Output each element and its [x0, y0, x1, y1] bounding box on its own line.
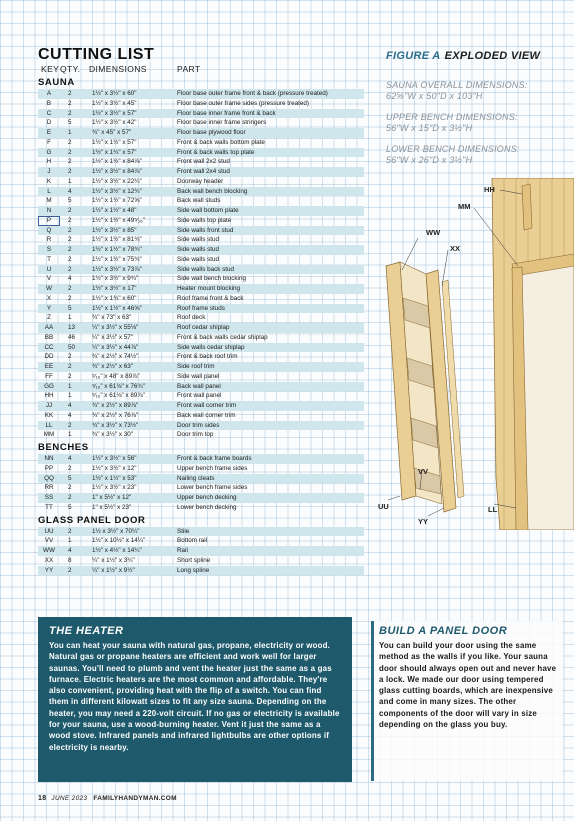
- dimension-lower-bench: [386, 144, 566, 166]
- header-key: KEY: [41, 64, 60, 74]
- dimension-value: 56"W x 15"D x 3½"H: [386, 123, 473, 133]
- cell-dimensions: 1½" x 3½" x 12": [92, 464, 137, 472]
- cell-qty: 2: [68, 168, 72, 175]
- table-row: [38, 294, 364, 304]
- dimension-label: SAUNA OVERALL DIMENSIONS:: [386, 80, 528, 90]
- table-row: [38, 503, 364, 513]
- dimension-label: LOWER BENCH DIMENSIONS:: [386, 144, 520, 154]
- cell-dimensions: 1½" x 1½" x 81¾": [92, 236, 142, 244]
- cell-part: Lower bench decking: [177, 503, 237, 511]
- section-rows: [38, 527, 364, 576]
- cell-key: XX: [44, 556, 54, 564]
- cell-dimensions: 1½" x 1½" x 72⅝": [92, 197, 142, 205]
- cell-key: WW: [43, 547, 55, 554]
- dimension-label: UPPER BENCH DIMENSIONS:: [386, 112, 518, 122]
- cell-part: Stile: [177, 527, 190, 535]
- cell-key: P: [38, 216, 60, 226]
- cell-dimensions: 1½" x 1½" x 75¾": [92, 255, 142, 263]
- table-row: [38, 167, 364, 177]
- cell-part: Side walls front stud: [177, 226, 234, 234]
- cell-qty: 5: [68, 119, 72, 127]
- cell-key: Z: [47, 314, 51, 322]
- cell-dimensions: ¾" x 3½" x 30": [92, 431, 134, 439]
- cell-part: Front & back walls cedar shiplap: [177, 333, 268, 341]
- cell-dimensions: 1½" x 3½" x 12¾": [92, 187, 142, 195]
- table-row: [38, 99, 364, 109]
- cutting-list-sections: [38, 76, 364, 575]
- cell-dimensions: 1½" x 4½" x 14¼": [92, 547, 142, 554]
- cell-dimensions: 1" x 5½" x 23": [92, 503, 132, 511]
- cell-dimensions: ¾" x 73" x 63": [92, 314, 132, 322]
- table-row: [38, 382, 364, 392]
- cell-part: Back wall bench blocking: [177, 187, 248, 195]
- cell-qty: 2: [68, 494, 72, 501]
- cell-part: Floor base outer frame front & back (pressure treated): [177, 90, 328, 97]
- cell-part: Roof frame studs: [177, 304, 225, 312]
- table-row: [38, 313, 364, 323]
- table-row: [38, 391, 364, 401]
- header-dimensions: DIMENSIONS: [89, 64, 147, 74]
- table-row: [38, 323, 364, 333]
- cell-key: UU: [44, 527, 54, 535]
- dimension-value: 62⅝"W x 50"D x 103"H: [386, 91, 483, 101]
- cell-key: PP: [44, 464, 54, 472]
- cell-qty: 8: [68, 556, 72, 564]
- cell-part: Front wall 2x2 stud: [177, 158, 230, 166]
- cell-dimensions: 1½" x 3½" x 42": [92, 119, 137, 127]
- table-row: [38, 284, 364, 294]
- figure-tag: FIGURE A: [386, 50, 441, 62]
- cell-key: G: [46, 148, 52, 156]
- callout-vv: VV: [418, 467, 429, 476]
- cell-key: Y: [46, 304, 52, 312]
- table-row: [38, 333, 364, 343]
- cell-part: Short spline: [177, 556, 211, 564]
- cell-qty: 2: [68, 566, 72, 574]
- cell-qty: 1: [68, 431, 72, 439]
- cell-dimensions: 1" x 5½" x 12": [92, 494, 132, 501]
- cell-qty: 1: [68, 537, 72, 545]
- cell-part: Floor base plywood floor: [177, 129, 246, 136]
- cell-key: NN: [44, 455, 54, 462]
- cell-qty: 1: [68, 382, 72, 390]
- page-number: 18: [38, 795, 47, 802]
- cell-key: C: [46, 109, 52, 117]
- table-row: [38, 138, 364, 148]
- cell-key: SS: [44, 494, 54, 501]
- cell-dimensions: 1½" x 1½" x 46⅝": [92, 304, 142, 312]
- exploded-view-svg: [370, 178, 574, 530]
- cell-part: Floor base inner frame front & back: [177, 109, 276, 117]
- site-name: FAMILYHANDYMAN.COM: [93, 795, 177, 802]
- cell-qty: 2: [68, 246, 72, 253]
- cell-key: VV: [44, 537, 54, 545]
- cell-key: B: [46, 99, 52, 107]
- cell-part: Back wall corner trim: [177, 411, 236, 419]
- section-title: SAUNA: [38, 77, 75, 88]
- table-row: [38, 401, 364, 411]
- cell-key: V: [46, 275, 52, 283]
- cell-dimensions: 1½" x 1½" x 49⁵⁄₁₆": [92, 216, 145, 224]
- cell-part: Side walls stud: [177, 246, 219, 253]
- cell-key: N: [46, 207, 52, 214]
- table-row: [38, 196, 364, 206]
- cell-part: Long spline: [177, 566, 210, 574]
- cell-key: X: [46, 294, 52, 302]
- cell-qty: 2: [68, 265, 72, 273]
- cell-qty: 2: [68, 207, 72, 214]
- heater-sidebar: [38, 617, 352, 782]
- cell-qty: 2: [68, 138, 72, 146]
- door-body: You can build your door using the same method as the walls if you like. Your sauna door should always open out and never have a lock. We made our door using tempered glass cutting boards, which are inexpensive and come in many sizes. The other components of the door will vary in size depending on the glass you buy.: [379, 641, 557, 730]
- cell-key: F: [47, 138, 51, 146]
- cell-key: Q: [46, 226, 52, 234]
- cell-part: Side wall bottom plate: [177, 207, 239, 214]
- table-row: [38, 187, 364, 197]
- table-row: [38, 352, 364, 362]
- cell-qty: 4: [68, 411, 72, 419]
- cell-qty: 2: [68, 90, 72, 97]
- cell-key: W: [46, 285, 52, 292]
- cell-key: LL: [45, 421, 53, 429]
- cell-part: Side roof trim: [177, 363, 215, 370]
- cell-part: Side walls cedar shiplap: [177, 343, 245, 351]
- cell-part: Front & back walls top plate: [177, 148, 255, 156]
- cell-qty: 50: [68, 343, 76, 351]
- cell-key: DD: [44, 353, 54, 361]
- cell-dimensions: ¼" x 3½" x 44⅞": [92, 343, 139, 351]
- cell-part: Floor base inner frame stringers: [177, 119, 267, 127]
- cell-dimensions: ¾" x 2½" x 63": [92, 363, 134, 370]
- cell-dimensions: 1½" x 3½" x 56": [92, 455, 137, 462]
- cell-dimensions: ¼" x 1½" x 3¼": [92, 556, 135, 564]
- cell-part: Roof frame front & back: [177, 294, 244, 302]
- cell-dimensions: ¼" x 1½" x 9½": [92, 566, 135, 574]
- callout-ww: WW: [426, 228, 441, 237]
- table-row: [38, 464, 364, 474]
- cell-key: U: [46, 265, 52, 273]
- cell-key: KK: [44, 411, 54, 419]
- table-row: [38, 206, 364, 216]
- cell-key: H: [46, 158, 52, 166]
- cell-part: Roof deck: [177, 314, 206, 322]
- cell-qty: 2: [68, 148, 72, 156]
- cell-part: Side walls stud: [177, 236, 219, 244]
- table-row: [38, 89, 364, 99]
- cell-key: S: [46, 246, 52, 253]
- heater-body: You can heat your sauna with natural gas, propane, electricity or wood. Natural gas or propane heaters are efficient and work well for larger saunas. You'll need to plumb and vent the heater just the same as a gas furnace. Electric heaters are the most common and affordable. They're also convenient, providing heat with the flip of a switch. You can find them in different kilowatt sizes to fit any size sauna. Depending on the heater, you may need a 220-volt circuit. If no gas or electricity is available for your sauna, use a wood-burning heater. Vent it just the same as a wood stove. Infrared panels and infrared lightbulbs are other options if electricity is nearby.: [49, 641, 340, 752]
- cell-part: Door trim top: [177, 431, 214, 439]
- cutting-list-header: [38, 64, 364, 75]
- cell-qty: 2: [68, 158, 72, 166]
- issue-date: JUNE 2023: [51, 795, 88, 802]
- table-row: [38, 274, 364, 284]
- cell-dimensions: ¾" x 2½" x 89⅞": [92, 402, 139, 409]
- cell-key: EE: [44, 363, 54, 370]
- cell-part: Front wall panel: [177, 392, 222, 400]
- cell-dimensions: ¾" x 2½" x 74½": [92, 353, 139, 361]
- cell-qty: 5: [68, 304, 72, 312]
- section-title: GLASS PANEL DOOR: [38, 514, 146, 526]
- table-row: [38, 430, 364, 440]
- table-row: [38, 343, 364, 353]
- cell-qty: 1: [68, 314, 72, 322]
- header-piece: [522, 184, 532, 230]
- cell-key: QQ: [44, 474, 54, 482]
- cell-key: TT: [45, 503, 53, 511]
- cell-qty: 1: [68, 177, 72, 185]
- cell-key: L: [47, 187, 51, 195]
- callout-mm: MM: [458, 202, 471, 211]
- cell-part: Side walls stud: [177, 255, 219, 263]
- figure-name: EXPLODED VIEW: [444, 50, 541, 62]
- cell-dimensions: ¾" x 2½" x 76⅞": [92, 411, 139, 419]
- cell-qty: 4: [68, 187, 72, 195]
- table-row: [38, 474, 364, 484]
- table-row: [38, 411, 364, 421]
- cell-dimensions: 1½" x 3½" x 17": [92, 285, 137, 292]
- cell-key: GG: [44, 382, 54, 390]
- table-row: [38, 235, 364, 245]
- table-row: [38, 226, 364, 236]
- cell-key: CC: [44, 343, 54, 351]
- cell-dimensions: 1½" x 3½" x 85": [92, 226, 137, 234]
- cell-dimensions: 1½" x 3½" x 45": [92, 99, 137, 107]
- cell-key: JJ: [45, 402, 53, 409]
- cell-qty: 2: [68, 226, 72, 234]
- cell-dimensions: 1½" x 1¾" x 60": [92, 294, 137, 302]
- section-title: BENCHES: [38, 442, 89, 453]
- callout-uu: UU: [378, 502, 389, 511]
- cell-key: HH: [44, 392, 54, 400]
- cell-key: MM: [43, 431, 55, 439]
- cell-part: Roof cedar shiplap: [177, 324, 230, 331]
- table-row: [38, 177, 364, 187]
- cell-qty: 4: [68, 455, 72, 462]
- callout-ll: LL: [488, 505, 498, 514]
- cell-key: J: [47, 168, 51, 175]
- cell-part: Front & back walls bottom plate: [177, 138, 265, 146]
- cell-part: Front wall corner trim: [177, 402, 237, 409]
- cell-key: E: [46, 129, 52, 136]
- cell-dimensions: ¾" x 45" x 57": [92, 129, 132, 136]
- cell-qty: 2: [68, 236, 72, 244]
- cell-dimensions: ⁵⁄₁₆" x 61⅛" x 89⅞": [92, 392, 145, 400]
- cell-qty: 2: [68, 285, 72, 292]
- cell-qty: 2: [68, 353, 72, 361]
- cell-key: YY: [44, 566, 54, 574]
- table-row: [38, 546, 364, 556]
- cell-key: RR: [44, 484, 54, 492]
- cell-dimensions: 1½" x 3½" x 57": [92, 109, 137, 117]
- table-row: [38, 265, 364, 275]
- cell-qty: 2: [68, 216, 72, 224]
- heater-title: THE HEATER: [49, 625, 124, 637]
- cell-qty: 2: [68, 363, 72, 370]
- cell-qty: 2: [68, 294, 72, 302]
- cell-key: K: [46, 177, 52, 185]
- cell-qty: 46: [68, 333, 76, 341]
- table-row: [38, 128, 364, 138]
- cutting-list: [38, 46, 364, 575]
- cell-dimensions: ¾" x 3½" x 73½": [92, 421, 139, 429]
- cell-qty: 2: [68, 464, 72, 472]
- cell-key: BB: [44, 333, 54, 341]
- table-row: [38, 527, 364, 537]
- table-row: [38, 421, 364, 431]
- cell-dimensions: ⁵⁄₁₆" x 48" x 89⅞": [92, 372, 140, 380]
- cell-qty: 2: [68, 109, 72, 117]
- cell-key: M: [46, 197, 52, 205]
- cell-part: Side wall panel: [177, 372, 220, 380]
- table-row: [38, 255, 364, 265]
- cell-qty: 2: [68, 484, 72, 492]
- table-row: [38, 148, 364, 158]
- dimensions-list: [386, 80, 566, 176]
- cell-dimensions: 1½" x 1¾" x 57": [92, 148, 137, 156]
- header-qty: QTY.: [60, 64, 81, 74]
- table-row: [38, 304, 364, 314]
- cell-dimensions: 1½" x 1½" x 57": [92, 138, 137, 146]
- dimension-overall: [386, 80, 566, 102]
- cell-dimensions: 1½" x 3½" x 22¼": [92, 177, 142, 185]
- cell-part: Back wall panel: [177, 382, 221, 390]
- door-title: BUILD A PANEL DOOR: [379, 625, 508, 637]
- cell-part: Side walls back stud: [177, 265, 235, 273]
- cell-part: Side walls top plate: [177, 216, 232, 224]
- cell-dimensions: 1½" x 1½" x 48": [92, 207, 137, 214]
- section-rows: [38, 89, 364, 440]
- cell-qty: 2: [68, 421, 72, 429]
- cell-qty: 2: [68, 527, 72, 535]
- table-row: [38, 109, 364, 119]
- cell-dimensions: ¼" x 3½" x 57": [92, 333, 134, 341]
- cell-key: R: [46, 236, 52, 244]
- cell-part: Rail: [177, 547, 188, 554]
- cell-part: Upper bench decking: [177, 494, 237, 501]
- table-row: [38, 556, 364, 566]
- exploded-view-illustration: [370, 178, 574, 530]
- cell-key: AA: [44, 324, 54, 331]
- figure-title: [386, 50, 540, 62]
- header-part: PART: [177, 64, 201, 74]
- cell-qty: 2: [68, 99, 72, 107]
- door-sidebar: [371, 621, 563, 781]
- cell-dimensions: 1½" x 3½" x 23": [92, 484, 137, 492]
- cell-part: Lower bench frame sides: [177, 484, 248, 492]
- callout-hh: HH: [484, 185, 495, 194]
- cell-part: Floor base outer frame sides (pressure treated): [177, 99, 309, 107]
- cell-dimensions: 1½" x 3½" x 84⅞": [92, 168, 142, 175]
- cell-dimensions: 1½" x 1½" x 78¾": [92, 246, 142, 253]
- table-row: [38, 536, 364, 546]
- cell-qty: 1: [68, 392, 72, 400]
- section-rows: [38, 454, 364, 513]
- cell-qty: 4: [68, 275, 72, 283]
- callout-yy: YY: [418, 517, 429, 526]
- cell-qty: 5: [68, 197, 72, 205]
- table-row: [38, 157, 364, 167]
- cell-part: Side wall bench blocking: [177, 275, 246, 283]
- cell-part: Front & back roof trim: [177, 353, 238, 361]
- cell-key: D: [46, 119, 52, 127]
- table-row: [38, 483, 364, 493]
- cutting-list-title: CUTTING LIST: [38, 46, 155, 63]
- cell-part: Doorway header: [177, 177, 224, 185]
- page-footer: [38, 795, 177, 802]
- cell-dimensions: 1½ x 3½" x 70¼": [92, 527, 140, 535]
- table-row: [38, 454, 364, 464]
- table-row: [38, 118, 364, 128]
- cell-dimensions: 1½" x 1½" x 84⅞": [92, 158, 142, 166]
- callout-xx: XX: [450, 244, 461, 253]
- cell-qty: 4: [68, 402, 72, 409]
- cell-dimensions: 1½" x 1½" x 53": [92, 474, 137, 482]
- table-row: [38, 566, 364, 576]
- cell-qty: 2: [68, 255, 72, 263]
- cell-part: Front & back frame boards: [177, 455, 252, 462]
- cell-dimensions: ¼" x 3½" x 55⅛": [92, 324, 139, 331]
- cell-dimensions: 1½" x 3½" x 73⅞": [92, 265, 142, 273]
- cell-part: Door trim sides: [177, 421, 220, 429]
- cell-part: Back wall studs: [177, 197, 221, 205]
- cell-part: Nailing cleats: [177, 474, 215, 482]
- table-row: [38, 372, 364, 382]
- cell-qty: 2: [68, 372, 72, 380]
- cell-part: Upper bench frame sides: [177, 464, 248, 472]
- table-row: [38, 362, 364, 372]
- cell-qty: 1: [68, 129, 72, 136]
- cell-dimensions: 1½" x 10½" x 14¼": [92, 537, 146, 545]
- dimension-value: 56"W x 26"D x 3½"H: [386, 155, 473, 165]
- table-row: [38, 245, 364, 255]
- cell-key: T: [47, 255, 51, 263]
- cell-key: A: [46, 90, 52, 97]
- cell-part: Heater mount blocking: [177, 285, 241, 292]
- cell-dimensions: 1½" x 3½" x 9¾": [92, 275, 139, 283]
- cell-dimensions: 1½" x 3½" x 60": [92, 90, 137, 97]
- cell-dimensions: ⁵⁄₁₆" x 61⅛" x 76¾": [92, 382, 145, 390]
- cell-qty: 13: [68, 324, 76, 331]
- table-row: [38, 216, 364, 226]
- cell-qty: 4: [68, 547, 72, 554]
- dimension-upper-bench: [386, 112, 566, 134]
- cell-qty: 5: [68, 503, 72, 511]
- cell-part: Bottom rail: [177, 537, 208, 545]
- cell-key: FF: [45, 372, 53, 380]
- cell-part: Front wall 2x4 stud: [177, 168, 230, 175]
- table-row: [38, 493, 364, 503]
- cell-qty: 5: [68, 474, 72, 482]
